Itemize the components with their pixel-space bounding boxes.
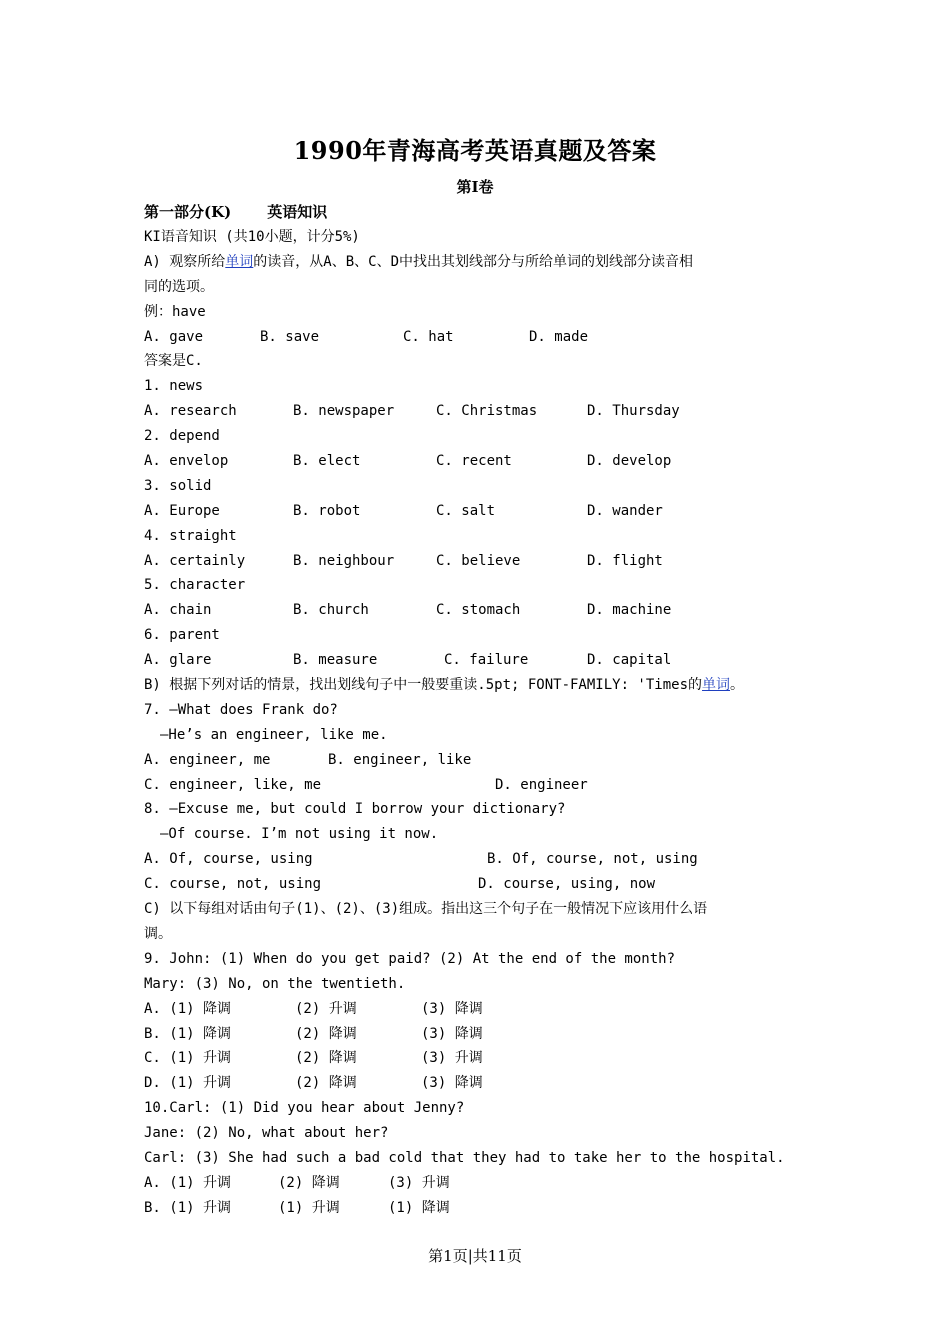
option-d: D. made — [529, 328, 589, 345]
question-stem: 6. parent — [144, 627, 220, 644]
tone-options — [144, 997, 824, 1022]
option-d: D. wander — [587, 502, 663, 519]
tone-1: B. (1) 降调 — [144, 1025, 232, 1042]
part-topic: 英语知识 — [267, 203, 328, 221]
question-stem: 10.Carl: (1) Did you hear about Jenny? — [144, 1100, 465, 1117]
question-options — [144, 449, 824, 474]
question-options — [144, 872, 824, 897]
tone-3: (3) 降调 — [421, 1025, 483, 1042]
tone-1: D. (1) 升调 — [144, 1075, 232, 1092]
tone-3: (3) 升调 — [421, 1050, 483, 1067]
question-options — [144, 847, 824, 872]
option-c: C. Christmas — [436, 403, 538, 420]
option-a: A. Of, course, using — [144, 851, 313, 868]
tone-3: (1) 降调 — [388, 1199, 450, 1216]
tone-options — [144, 1196, 824, 1221]
option-a: A. gave — [144, 328, 204, 345]
tone-options — [144, 1171, 824, 1196]
option-c: C. believe — [436, 552, 521, 569]
example-options — [144, 325, 824, 350]
tone-3: (3) 降调 — [421, 1000, 483, 1017]
document-title: 1990年青海高考英语真题及答案 — [293, 136, 657, 165]
tone-2: (2) 降调 — [295, 1075, 357, 1092]
instruction-text: 。 — [730, 677, 745, 694]
tone-2: (2) 降调 — [295, 1050, 357, 1067]
tone-3: (3) 升调 — [388, 1174, 450, 1191]
option-d: D. course, using, now — [478, 876, 656, 893]
option-b: B. save — [260, 328, 320, 345]
section-a-instruction — [144, 250, 824, 275]
question-options — [144, 748, 824, 773]
option-c: C. recent — [436, 453, 512, 470]
section-a-instruction-cont: 同的选项。 — [144, 278, 214, 295]
option-c: C. failure — [444, 652, 529, 669]
option-a: A. research — [144, 403, 237, 420]
instruction-text: 的读音，从A、B、C、D中找出其划线部分与所给单词的划线部分读音相 — [253, 253, 694, 270]
tone-2: (2) 升调 — [295, 1000, 357, 1017]
tone-options — [144, 1046, 824, 1071]
question-stem: 8. —Excuse me, but could I borrow your dictionary? — [144, 801, 566, 818]
part-heading — [144, 201, 327, 222]
option-c: C. engineer, like, me — [144, 776, 322, 793]
question-options — [144, 499, 824, 524]
option-d: D. flight — [587, 552, 663, 569]
question-stem: 7. —What does Frank do? — [144, 701, 338, 718]
question-stem: 9. John: (1) When do you get paid? (2) At the end of the month? — [144, 950, 676, 967]
tone-1: A. (1) 降调 — [144, 1000, 232, 1017]
option-d: D. machine — [587, 602, 672, 619]
tone-1: B. (1) 升调 — [144, 1199, 232, 1216]
example-answer: 答案是C. — [144, 353, 203, 370]
word-link[interactable]: 单词 — [225, 253, 254, 270]
instruction-text: A) 观察所给 — [144, 253, 226, 270]
option-a: A. certainly — [144, 552, 246, 569]
option-b: B. Of, course, not, using — [487, 851, 698, 868]
tone-3: (3) 降调 — [421, 1075, 483, 1092]
question-stem: 4. straight — [144, 527, 237, 544]
dialogue-line: Mary: (3) No, on the twentieth. — [144, 975, 406, 992]
option-b: B. engineer, like — [328, 751, 472, 768]
question-stem: 3. solid — [144, 477, 212, 494]
section-ki-heading: KI语音知识 (共10小题，计分5%) — [144, 229, 360, 245]
option-a: A. chain — [144, 602, 212, 619]
question-options — [144, 773, 824, 798]
option-b: B. newspaper — [293, 403, 395, 420]
question-options — [144, 549, 824, 574]
question-stem: 2. depend — [144, 428, 220, 445]
section-b-instruction — [144, 673, 824, 698]
part-name: 第一部分(K) — [144, 203, 232, 221]
question-stem: 5. character — [144, 577, 246, 594]
instruction-text: B) 根据下列对话的情景，找出划线句子中一般要重读.5pt; FONT-FAMILY: 'Times的 — [144, 677, 703, 694]
word-link[interactable]: 单词 — [702, 677, 731, 694]
dialogue-reply: —Of course. I’m not using it now. — [160, 826, 439, 843]
option-a: A. engineer, me — [144, 751, 271, 768]
option-d: D. capital — [587, 652, 672, 669]
option-c: C. course, not, using — [144, 876, 322, 893]
option-b: B. neighbour — [293, 552, 395, 569]
option-b: B. measure — [293, 652, 378, 669]
option-c: C. stomach — [436, 602, 521, 619]
dialogue-reply: —He’s an engineer, like me. — [160, 726, 388, 743]
option-a: A. glare — [144, 652, 212, 669]
option-c: C. hat — [403, 328, 454, 345]
question-stem: 1. news — [144, 378, 204, 395]
question-options — [144, 399, 824, 424]
question-options — [144, 598, 824, 623]
volume-label: 第Ⅰ卷 — [456, 178, 494, 196]
tone-2: (2) 降调 — [278, 1174, 340, 1191]
tone-1: C. (1) 升调 — [144, 1050, 232, 1067]
tone-options — [144, 1071, 824, 1096]
dialogue-line: Carl: (3) She had such a bad cold that they had to take her to the hospital. — [144, 1149, 785, 1166]
option-d: D. develop — [587, 453, 672, 470]
option-c: C. salt — [436, 502, 496, 519]
section-c-instruction: C) 以下每组对话由句子(1)、(2)、(3)组成。指出这三个句子在一般情况下应该用什么语 — [144, 901, 708, 918]
page-footer: 第1页|共11页 — [428, 1247, 522, 1265]
dialogue-line: Jane: (2) No, what about her? — [144, 1125, 389, 1142]
option-a: A. envelop — [144, 453, 229, 470]
option-b: B. elect — [293, 453, 361, 470]
option-d: D. Thursday — [587, 403, 680, 420]
document-body — [144, 225, 824, 1221]
example-word: 例：have — [144, 303, 206, 320]
option-d: D. engineer — [495, 776, 588, 793]
section-c-instruction-cont: 调。 — [144, 925, 172, 942]
tone-2: (2) 降调 — [295, 1025, 357, 1042]
tone-1: A. (1) 升调 — [144, 1174, 232, 1191]
tone-options — [144, 1022, 824, 1047]
tone-2: (1) 升调 — [278, 1199, 340, 1216]
option-b: B. church — [293, 602, 369, 619]
option-b: B. robot — [293, 502, 361, 519]
question-options — [144, 648, 824, 673]
option-a: A. Europe — [144, 502, 220, 519]
